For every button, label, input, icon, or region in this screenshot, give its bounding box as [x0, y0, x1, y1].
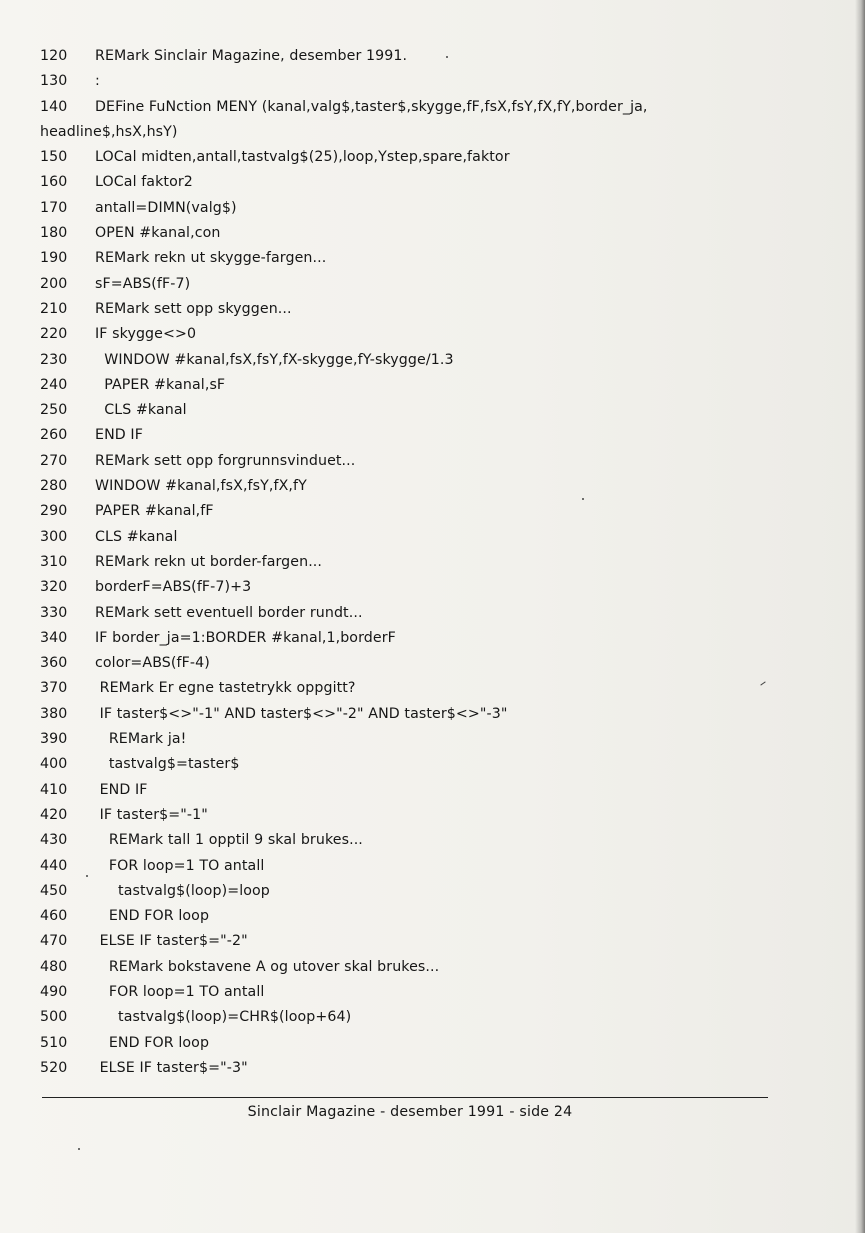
line-number: 170: [40, 199, 68, 216]
line-number: 140: [40, 98, 68, 115]
line-number: 310: [40, 553, 68, 570]
code-line: [40, 955, 840, 980]
line-number: 430: [40, 832, 68, 849]
line-statement: REMark ja!: [95, 731, 187, 748]
line-statement: END IF: [95, 427, 143, 444]
code-line: [40, 727, 840, 752]
line-number: 260: [40, 427, 68, 444]
line-number: 230: [40, 351, 68, 368]
line-number: 330: [40, 604, 68, 621]
line-number: 240: [40, 376, 68, 393]
line-statement: WINDOW #kanal,fsX,fsY,fX,fY: [95, 478, 307, 495]
line-number: 450: [40, 882, 68, 899]
line-statement: tastvalg$(loop)=CHR$(loop+64): [95, 1009, 352, 1026]
line-statement: REMark bokstavene A og utover skal brukes...: [95, 958, 440, 975]
line-number: 380: [40, 705, 68, 722]
line-number: 480: [40, 958, 68, 975]
code-line: [40, 348, 840, 373]
line-statement: LOCal midten,antall,tastvalg$(25),loop,Ystep,spare,faktor: [95, 149, 510, 166]
code-line: [40, 1056, 840, 1081]
code-line: [40, 550, 840, 575]
dust-speck: [582, 498, 584, 500]
code-line: [40, 398, 840, 423]
page-footer: Sinclair Magazine - desember 1991 - side 24: [247, 1104, 573, 1120]
code-line: [40, 676, 840, 701]
code-line: [40, 575, 840, 600]
line-number: 340: [40, 629, 68, 646]
code-line: [40, 980, 840, 1005]
line-statement: borderF=ABS(fF-7)+3: [95, 579, 252, 596]
line-number: 300: [40, 528, 68, 545]
code-line: [40, 1031, 840, 1056]
line-number: 220: [40, 326, 68, 343]
line-statement: tastvalg$=taster$: [95, 756, 240, 773]
code-line: [40, 752, 840, 777]
line-statement: IF border_ja=1:BORDER #kanal,1,borderF: [95, 629, 396, 646]
line-statement: REMark tall 1 opptil 9 skal brukes...: [95, 832, 363, 849]
line-number: 160: [40, 174, 68, 191]
line-statement: END FOR loop: [95, 908, 210, 925]
line-number: 470: [40, 933, 68, 950]
line-number: 120: [40, 48, 68, 64]
line-number: 490: [40, 983, 68, 1000]
line-statement: :: [95, 73, 100, 90]
line-statement: FOR loop=1 TO antall: [95, 983, 265, 1000]
line-number: 400: [40, 756, 68, 773]
line-statement: WINDOW #kanal,fsX,fsY,fX-skygge,fY-skygge/1.3: [95, 351, 454, 368]
code-line: [40, 929, 840, 954]
code-line: [40, 1005, 840, 1030]
code-line: [40, 95, 840, 120]
line-number: 270: [40, 452, 68, 469]
code-line: [40, 879, 840, 904]
dust-speck: [86, 875, 88, 877]
line-number: 510: [40, 1034, 68, 1051]
code-line: [40, 221, 840, 246]
line-number: 420: [40, 806, 68, 823]
line-number: 130: [40, 73, 68, 90]
code-line: [40, 449, 840, 474]
code-line: [40, 803, 840, 828]
line-number: 180: [40, 225, 68, 242]
line-statement: ELSE IF taster$="-3": [95, 1059, 248, 1076]
code-line: [40, 423, 840, 448]
code-line: [40, 120, 840, 145]
line-statement: IF skygge<>0: [95, 326, 197, 343]
line-number: 440: [40, 857, 68, 874]
line-statement: FOR loop=1 TO antall: [95, 857, 265, 874]
code-line: [40, 499, 840, 524]
line-number: 190: [40, 250, 68, 267]
code-line: [40, 904, 840, 929]
code-line: [40, 601, 840, 626]
footer-rule: [42, 1097, 768, 1098]
line-statement: LOCal faktor2: [95, 174, 193, 191]
line-statement: REMark rekn ut border-fargen...: [95, 553, 323, 570]
code-line: [40, 525, 840, 550]
line-number: 250: [40, 402, 68, 419]
line-number: 390: [40, 731, 68, 748]
line-statement: REMark sett opp skyggen...: [95, 300, 292, 317]
line-statement: REMark Sinclair Magazine, desember 1991.: [95, 48, 408, 64]
code-line: [40, 246, 840, 271]
line-statement: ELSE IF taster$="-2": [95, 933, 248, 950]
code-line: [40, 297, 840, 322]
line-statement: antall=DIMN(valg$): [95, 199, 237, 216]
dust-speck: [446, 56, 448, 58]
code-line: [40, 828, 840, 853]
line-number: 520: [40, 1059, 68, 1076]
line-statement: PAPER #kanal,fF: [95, 503, 214, 520]
code-line: [40, 69, 840, 94]
line-number: 210: [40, 300, 68, 317]
line-number: 410: [40, 781, 68, 798]
line-number: 360: [40, 655, 68, 672]
line-statement: END FOR loop: [95, 1034, 210, 1051]
line-number: 280: [40, 478, 68, 495]
line-number: 150: [40, 149, 68, 166]
code-line: [40, 272, 840, 297]
line-statement: color=ABS(fF-4): [95, 655, 210, 672]
line-number: 320: [40, 579, 68, 596]
line-statement: REMark sett eventuell border rundt...: [95, 604, 363, 621]
line-statement: END IF: [95, 781, 148, 798]
line-number: 200: [40, 275, 68, 292]
line-statement: IF taster$="-1": [95, 806, 208, 823]
line-number: 460: [40, 908, 68, 925]
line-statement: CLS #kanal: [95, 402, 187, 419]
line-statement: REMark Er egne tastetrykk oppgitt?: [95, 680, 356, 697]
line-statement: headline$,hsX,hsY): [40, 123, 178, 140]
code-line: [40, 626, 840, 651]
line-number: 500: [40, 1009, 68, 1026]
line-statement: REMark sett opp forgrunnsvinduet...: [95, 452, 356, 469]
line-statement: sF=ABS(fF-7): [95, 275, 191, 292]
dust-speck: [78, 1148, 80, 1150]
code-line: [40, 196, 840, 221]
basic-code-listing: [40, 44, 840, 1081]
code-line: [40, 44, 840, 69]
page-edge-shadow: [855, 0, 865, 1233]
code-line: [40, 145, 840, 170]
code-line: [40, 322, 840, 347]
line-statement: CLS #kanal: [95, 528, 178, 545]
line-statement: DEFine FuNction MENY (kanal,valg$,taster$,skygge,fF,fsX,fsY,fX,fY,border_ja,: [95, 98, 648, 115]
code-line: [40, 474, 840, 499]
code-line: [40, 170, 840, 195]
code-line: [40, 778, 840, 803]
code-line: [40, 651, 840, 676]
line-statement: PAPER #kanal,sF: [95, 376, 226, 393]
code-line: [40, 373, 840, 398]
code-line: [40, 702, 840, 727]
line-statement: IF taster$<>"-1" AND taster$<>"-2" AND taster$<>"-3": [95, 705, 508, 722]
code-line: [40, 854, 840, 879]
line-number: 370: [40, 680, 68, 697]
line-number: 290: [40, 503, 68, 520]
line-statement: tastvalg$(loop)=loop: [95, 882, 270, 899]
line-statement: REMark rekn ut skygge-fargen...: [95, 250, 327, 267]
line-statement: OPEN #kanal,con: [95, 225, 221, 242]
